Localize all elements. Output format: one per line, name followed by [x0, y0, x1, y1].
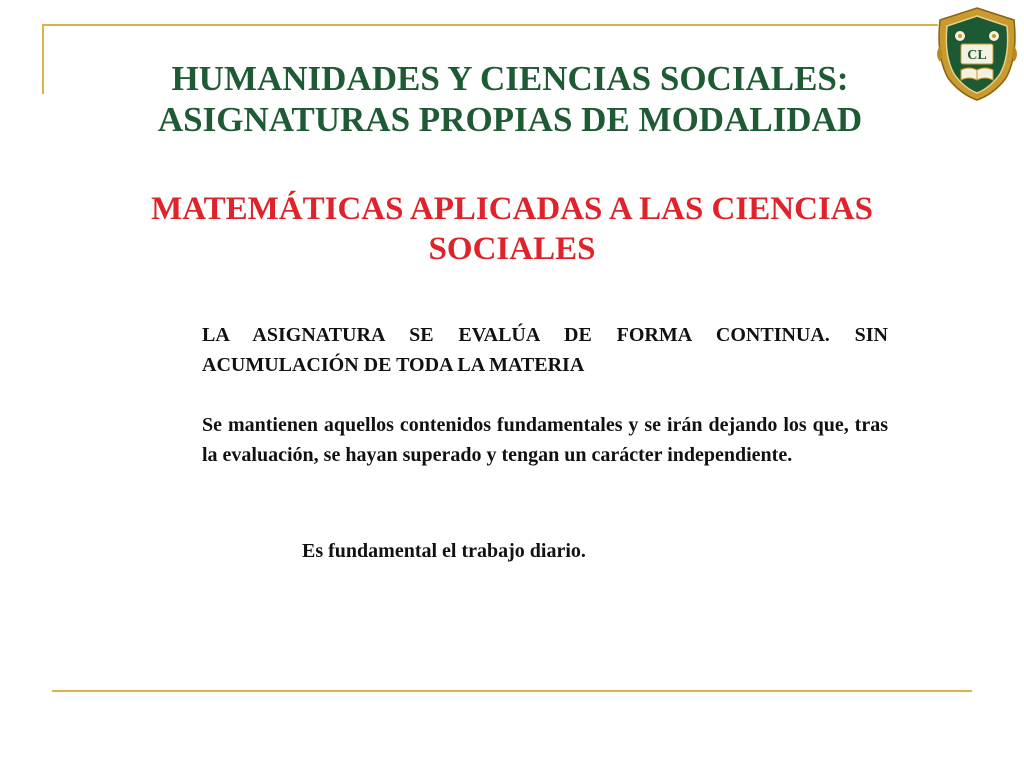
evaluation-paragraph: LA ASIGNATURA SE EVALÚA DE FORMA CONTINUA. SIN ACUMULACIÓN DE TODA LA MATERIA — [202, 324, 888, 376]
contents-paragraph: Se mantienen aquellos contenidos fundamentales y se irán dejando los que, tras la evaluación, se hayan superado y tengan un carácter independiente. — [202, 414, 888, 466]
crest-monogram: CL — [967, 48, 987, 63]
top-rule — [42, 24, 938, 26]
bottom-rule — [52, 690, 972, 692]
subtitle-line-2: SOCIALES — [428, 231, 596, 267]
slide-subtitle — [60, 189, 964, 269]
subtitle-line-1: MATEMÁTICAS APLICADAS A LAS CIENCIAS — [151, 191, 873, 227]
title-line-2: ASIGNATURAS PROPIAS DE MODALIDAD — [157, 100, 863, 139]
left-rule — [42, 24, 44, 94]
daily-work-note: Es fundamental el trabajo diario. — [302, 540, 586, 562]
slide-title — [60, 58, 960, 140]
title-line-1: HUMANIDADES Y CIENCIAS SOCIALES: — [171, 59, 849, 98]
